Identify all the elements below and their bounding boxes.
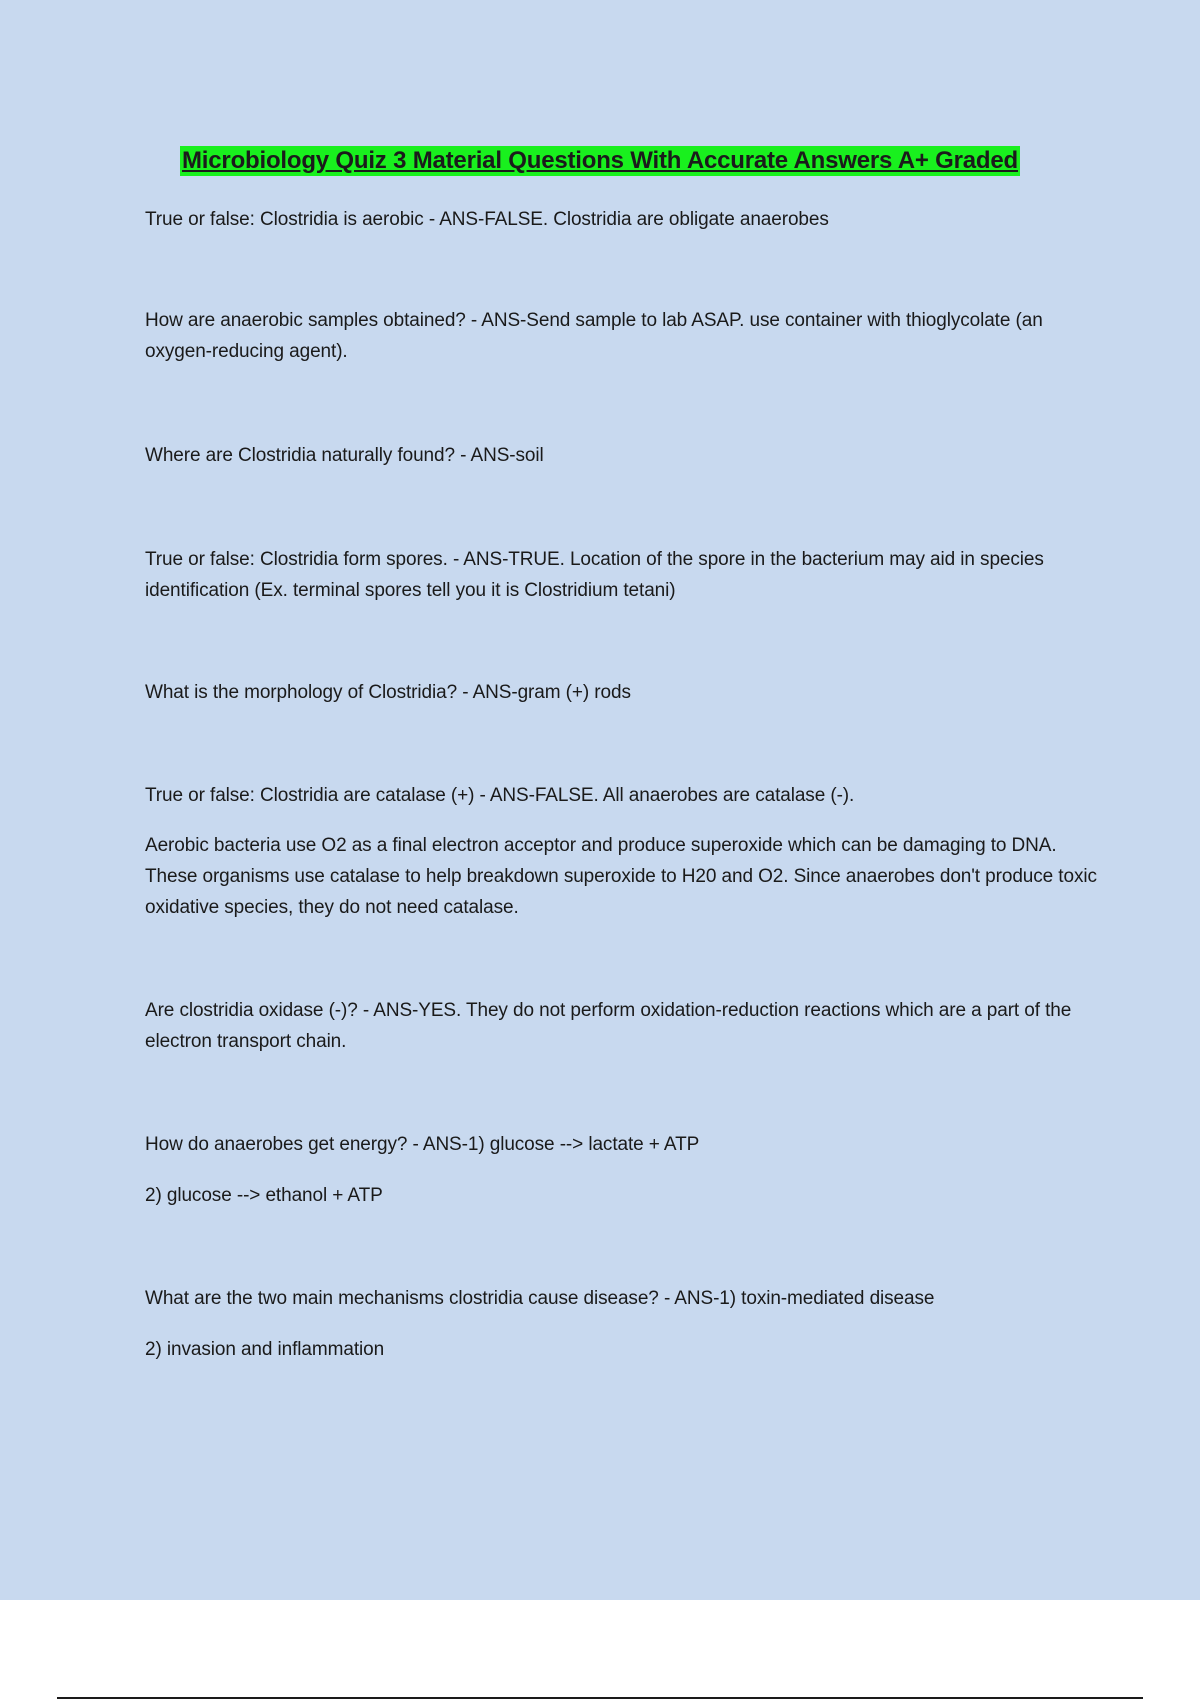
footer-divider <box>57 1697 1143 1699</box>
qa-paragraph: 2) glucose --> ethanol + ATP <box>145 1185 383 1206</box>
title-container <box>0 146 1200 176</box>
qa-paragraph: Aerobic bacteria use O2 as a final electron acceptor and produce superoxide which can be damaging to DNA. These organisms use catalase to help breakdown superoxide to H20 and O2. Since anaerobes don't produce toxic oxidative species, they do not need catalase. <box>145 835 1097 918</box>
document-title: Microbiology Quiz 3 Material Questions With Accurate Answers A+ Graded <box>182 147 1018 174</box>
qa-paragraph: True or false: Clostridia is aerobic - ANS-FALSE. Clostridia are obligate anaerobes <box>145 209 829 230</box>
qa-paragraph: What is the morphology of Clostridia? - ANS-gram (+) rods <box>145 682 631 703</box>
qa-paragraph: What are the two main mechanisms clostridia cause disease? - ANS-1) toxin-mediated disease <box>145 1288 935 1309</box>
qa-paragraph: True or false: Clostridia are catalase (+) - ANS-FALSE. All anaerobes are catalase (-). <box>145 785 855 806</box>
qa-paragraph: Where are Clostridia naturally found? - ANS-soil <box>145 445 544 466</box>
qa-paragraph: Are clostridia oxidase (-)? - ANS-YES. They do not perform oxidation-reduction reactions which are a part of the electron transport chain. <box>145 1000 1072 1052</box>
qa-paragraph: 2) invasion and inflammation <box>145 1339 385 1360</box>
qa-paragraph: How are anaerobic samples obtained? - ANS-Send sample to lab ASAP. use container with thioglycolate (an oxygen-reducing agent). <box>145 310 1043 362</box>
qa-paragraph: True or false: Clostridia form spores. - ANS-TRUE. Location of the spore in the bacterium may aid in species identification (Ex. terminal spores tell you it is Clostridium tetani) <box>145 549 1044 601</box>
qa-paragraph: How do anaerobes get energy? - ANS-1) glucose --> lactate + ATP <box>145 1134 700 1155</box>
